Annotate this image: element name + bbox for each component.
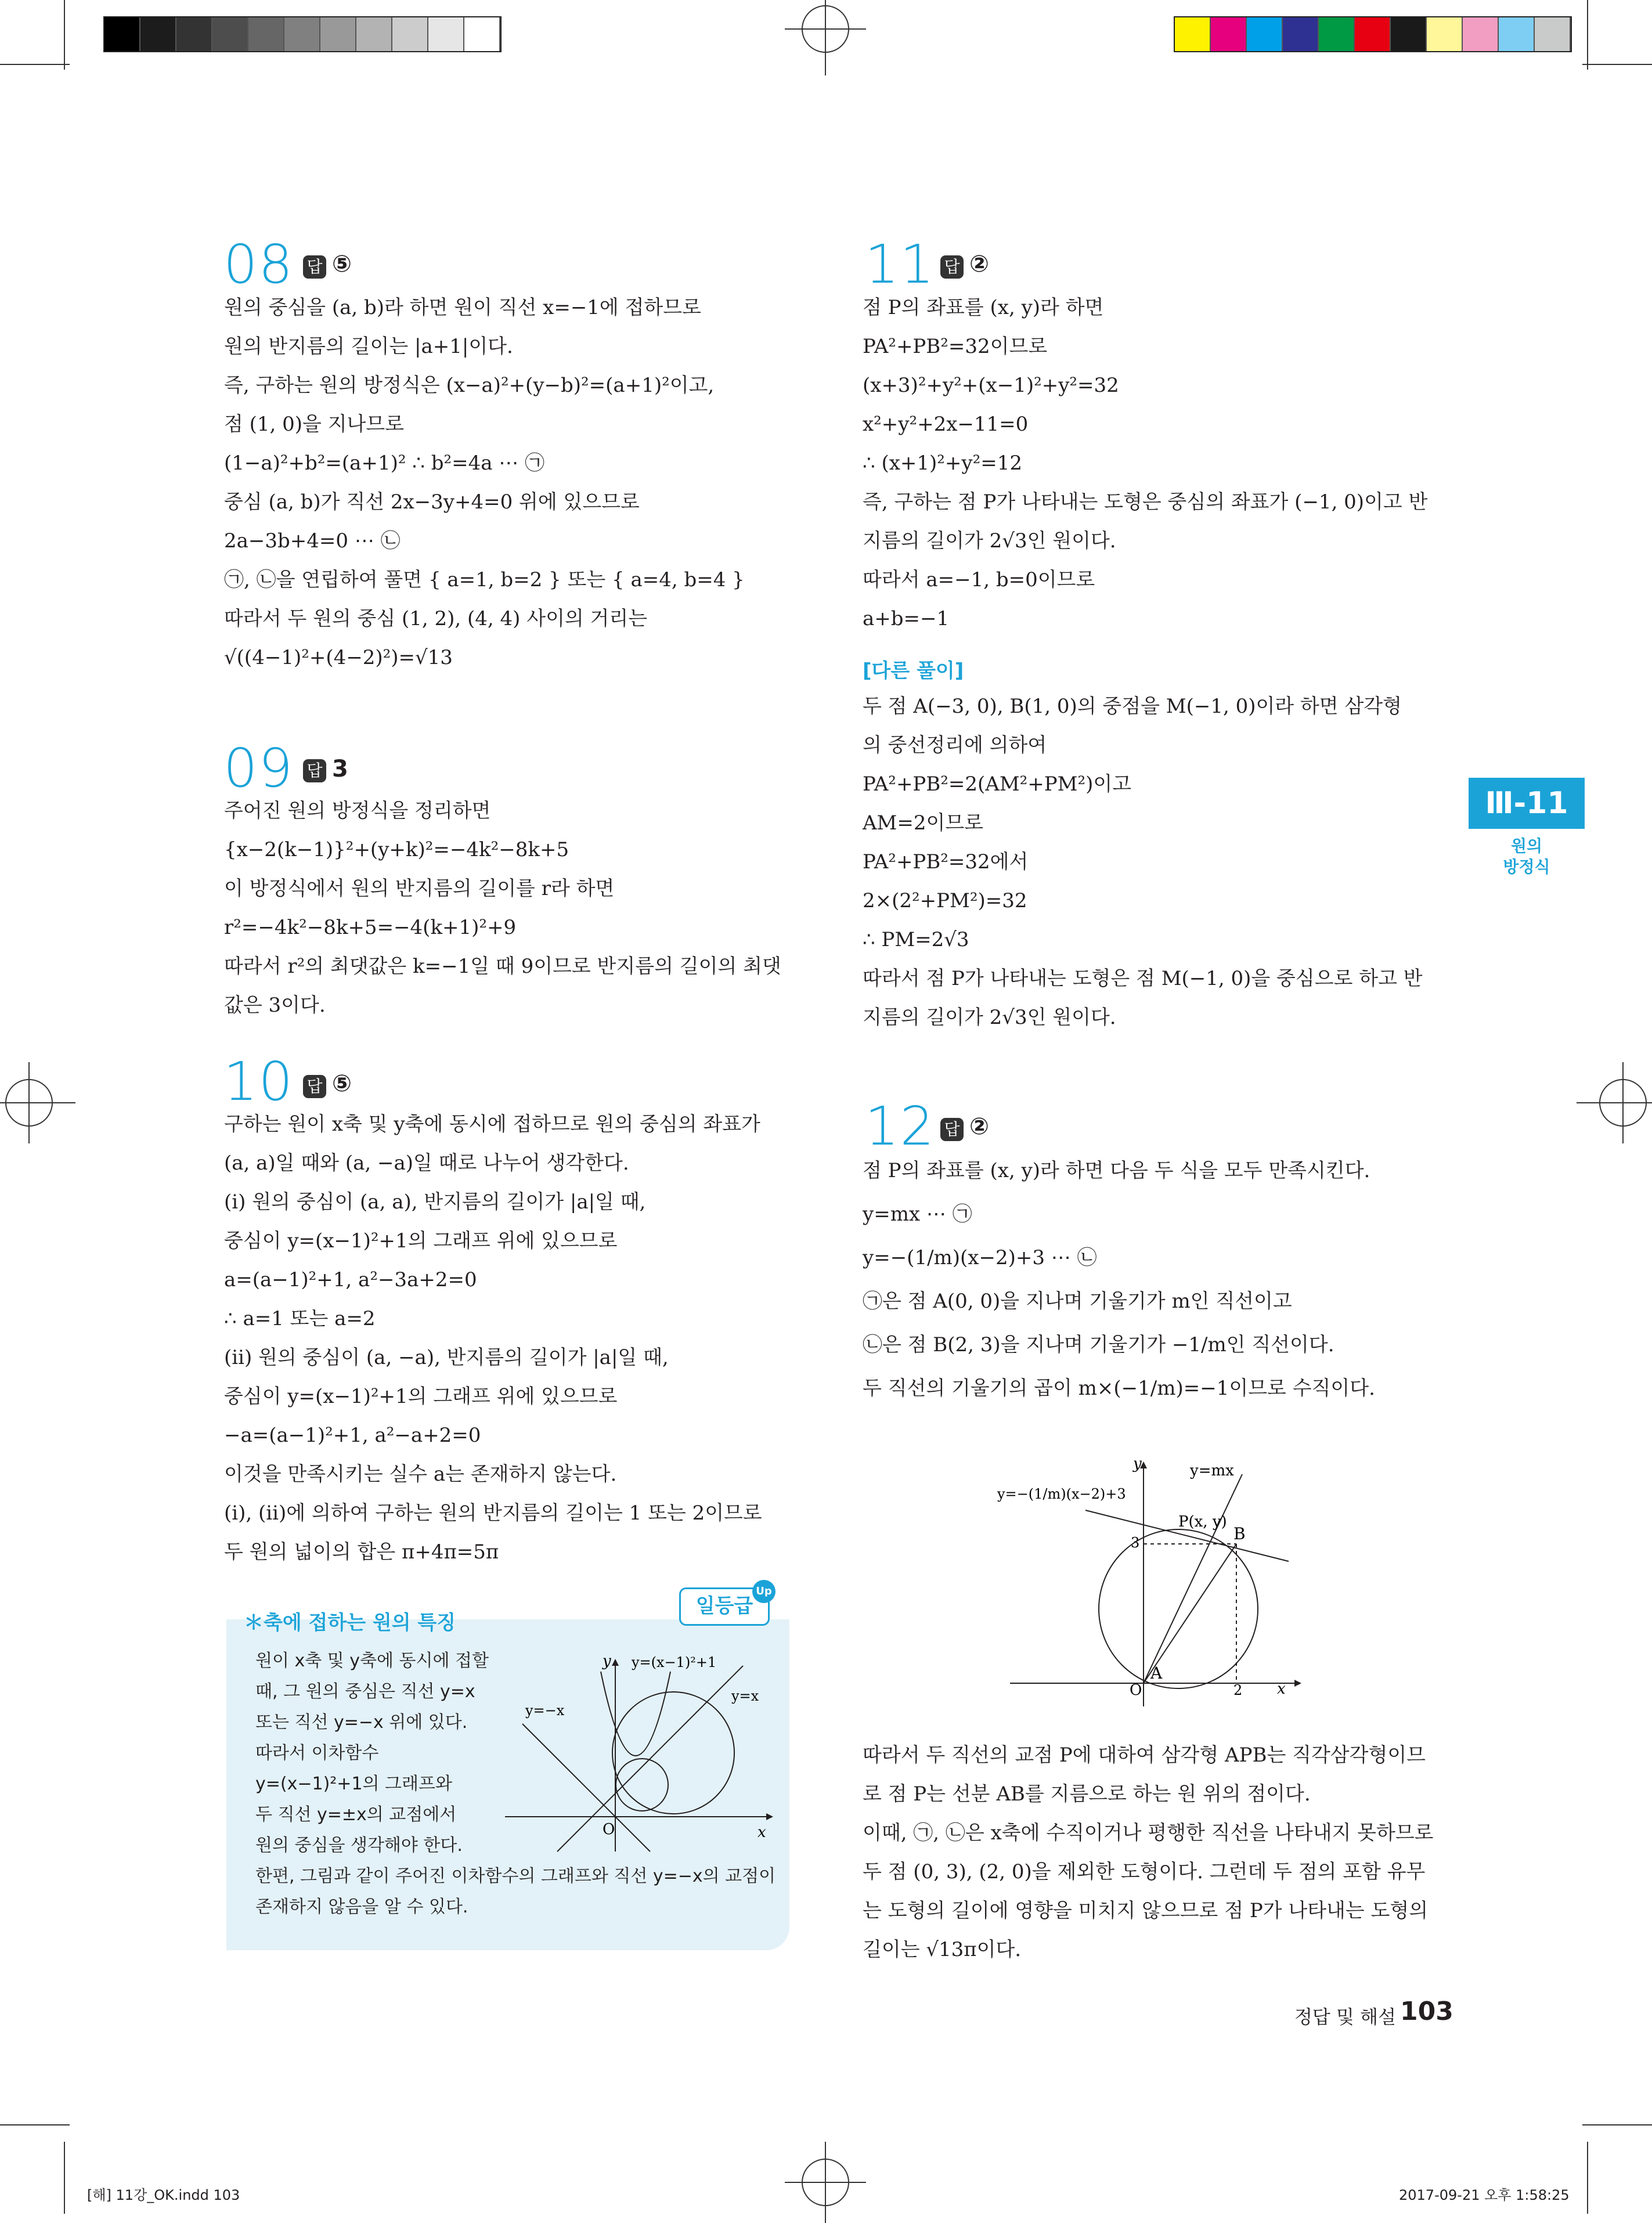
p12-line: 두 직선의 기울기의 곱이 m×(−1/m)=−1이므로 수직이다.: [863, 1377, 1375, 1400]
tip-title-text: 축에 접하는 원의 특징: [264, 1611, 456, 1634]
color-swatch: [1283, 17, 1319, 51]
tip-badge-up: Up: [752, 1580, 775, 1603]
tip-line: 따라서 이차함수: [255, 1743, 379, 1763]
graph-y: y: [1133, 1457, 1142, 1473]
p11-alt-line: AM=2이므로: [863, 811, 984, 835]
tip-graph-yx-label: y=x: [731, 1688, 759, 1704]
p11-alt-line: 의 중선정리에 의하여: [863, 734, 1047, 757]
graph-point-a: A: [1150, 1663, 1163, 1683]
answer-value: ⑤: [332, 251, 352, 277]
p11-line: (x+3)²+y²+(x−1)²+y²=32: [863, 374, 1119, 397]
footer-date: 2017-09-21 오후 1:58:25: [1399, 2187, 1570, 2203]
tip-graph-origin: O: [603, 1821, 615, 1838]
answer-value: ②: [969, 251, 989, 277]
color-swatch: [1427, 17, 1463, 51]
graph-line2-label: y=−(1/m)(x−2)+3: [997, 1486, 1126, 1502]
p10-line: ∴ a=1 또는 a=2: [224, 1307, 376, 1330]
p11-line: PA²+PB²=32이므로: [863, 335, 1048, 358]
registration-mark-bottom: [785, 2142, 866, 2223]
tip-line: 원의 중심을 생각해야 한다.: [255, 1835, 463, 1856]
p10-line: (a, a)일 때와 (a, −a)일 때로 나누어 생각한다.: [224, 1152, 629, 1175]
p11-alt-line: PA²+PB²=32에서: [863, 850, 1029, 874]
color-swatch: [1535, 17, 1571, 51]
p10-line: 두 원의 넓이의 합은 π+4π=5π: [224, 1540, 499, 1564]
p08-line: 따라서 두 원의 중심 (1, 2), (4, 4) 사이의 거리는: [224, 607, 648, 630]
p09-line: 값은 3이다.: [224, 994, 326, 1017]
chapter-subtitle-2: 방정식: [1503, 857, 1550, 876]
color-swatch-bar: [1174, 16, 1572, 52]
p11-alt-line: 따라서 점 P가 나타내는 도형은 점 M(−1, 0)을 중심으로 하고 반: [863, 967, 1423, 990]
chapter-subtitle-1: 원의: [1510, 836, 1543, 856]
p12-line: ㉡은 점 B(2, 3)을 지나며 기울기가 −1/m인 직선이다.: [863, 1333, 1334, 1356]
p11-line: ∴ (x+1)²+y²=12: [863, 452, 1022, 475]
p10-line: (ⅰ), (ⅱ)에 의하여 구하는 원의 반지름의 길이는 1 또는 2이므로: [224, 1502, 762, 1525]
footer-label: 정답 및 해설: [1294, 2006, 1396, 2028]
problem-number-08: 08: [223, 233, 294, 295]
p12-line: y=−(1/m)(x−2)+3 ⋯ ㉡: [863, 1246, 1097, 1269]
p12b-line: 로 점 P는 선분 AB를 지름으로 하는 원 위의 점이다.: [863, 1782, 1311, 1806]
color-swatch: [464, 17, 500, 51]
p10-line: a=(a−1)²+1, a²−3a+2=0: [224, 1268, 477, 1291]
problem-number-09: 09: [223, 737, 294, 799]
answer-value: 3: [332, 756, 348, 782]
p08-line: 점 (1, 0)을 지나므로: [224, 413, 405, 436]
registration-mark-top: [785, 0, 866, 75]
problem-number-11: 11: [865, 233, 936, 295]
color-swatch: [1175, 17, 1211, 51]
p10-line: (ⅱ) 원의 중심이 (a, −a), 반지름의 길이가 |a|일 때,: [224, 1346, 669, 1369]
tip-badge: 일등급: [679, 1587, 770, 1626]
graph-x: x: [1277, 1680, 1286, 1698]
p11-line: x²+y²+2x−11=0: [863, 413, 1029, 436]
p10-line: −a=(a−1)²+1, a²−a+2=0: [224, 1424, 481, 1447]
crop-mark: [64, 0, 65, 70]
p12b-line: 두 점 (0, 3), (2, 0)을 제외한 도형이다. 그런데 두 점의 포함 유무: [863, 1860, 1426, 1883]
p11-line: a+b=−1: [863, 607, 950, 630]
problem-12-graph: [987, 1457, 1312, 1712]
p10-line: 중심이 y=(x−1)²+1의 그래프 위에 있으므로: [224, 1229, 618, 1253]
color-swatch: [212, 17, 248, 51]
p08-line: √((4−1)²+(4−2)²)=√13: [224, 646, 453, 669]
p11-line: 즉, 구하는 점 P가 나타내는 도형은 중심의 좌표가 (−1, 0)이고 반: [863, 490, 1428, 514]
p11-line: 따라서 a=−1, b=0이므로: [863, 568, 1095, 591]
color-swatch: [176, 17, 212, 51]
p08-line: 원의 반지름의 길이는 |a+1|이다.: [224, 335, 513, 358]
color-swatch: [1355, 17, 1391, 51]
p12-line: 점 P의 좌표를 (x, y)라 하면 다음 두 식을 모두 만족시킨다.: [863, 1159, 1370, 1182]
tip-graph-ymx-label: y=−x: [525, 1702, 565, 1719]
graph-tick-2: 2: [1233, 1682, 1243, 1698]
tip-title: ＊축에 접하는 원의 특징: [244, 1611, 456, 1634]
p10-line: (ⅰ) 원의 중심이 (a, a), 반지름의 길이가 |a|일 때,: [224, 1190, 646, 1214]
color-swatch: [392, 17, 428, 51]
registration-mark-right: [1577, 1062, 1652, 1143]
color-swatch: [428, 17, 464, 51]
p09-line: 주어진 원의 방정식을 정리하면: [224, 799, 491, 822]
p10-line: 이것을 만족시키는 실수 a는 존재하지 않는다.: [224, 1463, 617, 1486]
graph-point-b: B: [1233, 1524, 1246, 1543]
color-swatch: [1463, 17, 1499, 51]
color-swatch: [104, 17, 140, 51]
p09-line: 이 방정식에서 원의 반지름의 길이를 r라 하면: [224, 877, 615, 900]
alt-solution-heading: [다른 풀이]: [863, 659, 964, 683]
crop-mark: [1582, 64, 1652, 65]
chapter-subtitle: [1469, 836, 1585, 878]
p12b-line: 따라서 두 직선의 교점 P에 대하여 삼각형 APB는 직각삼각형이므: [863, 1744, 1426, 1767]
p12-line: y=mx ⋯ ㉠: [863, 1203, 972, 1226]
answer-badge: 답: [303, 1075, 326, 1098]
tip-line: 존재하지 않음을 알 수 있다.: [255, 1897, 468, 1917]
answer-badge: 답: [940, 255, 964, 279]
tip-line: 때, 그 원의 중심은 직선 y=x: [255, 1681, 475, 1702]
p10-line: 구하는 원이 x축 및 y축에 동시에 접하므로 원의 중심의 좌표가: [224, 1113, 760, 1136]
p11-line: 지름의 길이가 2√3인 원이다.: [863, 529, 1116, 553]
problem-number-12: 12: [865, 1095, 936, 1157]
p08-line: 2a−3b+4=0 ⋯ ㉡: [224, 529, 401, 553]
page-number: 103: [1400, 1997, 1453, 2026]
crop-mark: [1587, 2142, 1588, 2214]
p11-alt-line: ∴ PM=2√3: [863, 928, 969, 951]
p09-line: r²=−4k²−8k+5=−4(k+1)²+9: [224, 916, 517, 939]
p08-line: 즉, 구하는 원의 방정식은 (x−a)²+(y−b)²=(a+1)²이고,: [224, 374, 715, 397]
answer-badge: 답: [303, 255, 326, 279]
color-swatch: [1247, 17, 1283, 51]
p12b-line: 길이는 √13π이다.: [863, 1938, 1022, 1961]
p11-alt-line: 2×(2²+PM²)=32: [863, 889, 1027, 912]
registration-mark-left: [0, 1062, 75, 1143]
tip-line: 또는 직선 y=−x 위에 있다.: [255, 1712, 468, 1733]
p08-line: ㉠, ㉡을 연립하여 풀면 { a=1, b=2 } 또는 { a=4, b=4 }: [224, 568, 745, 591]
p08-line: 중심 (a, b)가 직선 2x−3y+4=0 위에 있으므로: [224, 490, 640, 514]
crop-mark: [0, 2124, 70, 2125]
answer-badge: 답: [940, 1118, 964, 1141]
p12b-line: 는 도형의 길이에 영향을 미치지 않으므로 점 P가 나타내는 도형의: [863, 1899, 1429, 1922]
color-swatch: [248, 17, 284, 51]
chapter-tab: Ⅲ-11: [1469, 778, 1585, 829]
color-swatch: [140, 17, 176, 51]
crop-mark: [1587, 0, 1588, 70]
p08-line: 원의 중심을 (a, b)라 하면 원이 직선 x=−1에 접하므로: [224, 296, 701, 319]
p11-line: 점 P의 좌표를 (x, y)라 하면: [863, 296, 1104, 319]
crop-mark: [64, 2142, 65, 2214]
graph-point-p: P(x, y): [1178, 1513, 1227, 1531]
graph-line1-label: y=mx: [1190, 1462, 1234, 1479]
color-swatch: [284, 17, 320, 51]
tip-line: 두 직선 y=±x의 교점에서: [255, 1805, 457, 1825]
p12b-line: 이때, ㉠, ㉡은 x축에 수직이거나 평행한 직선을 나타내지 못하므로: [863, 1821, 1434, 1845]
color-swatch: [1319, 17, 1355, 51]
tip-graph: [499, 1648, 778, 1857]
color-swatch: [356, 17, 392, 51]
color-swatch: [320, 17, 356, 51]
footer-file: [해] 11강_OK.indd 103: [87, 2187, 240, 2203]
gray-swatch-bar: [103, 16, 502, 52]
p08-line: (1−a)²+b²=(a+1)² ∴ b²=4a ⋯ ㉠: [224, 452, 545, 475]
tip-graph-y: y: [603, 1652, 611, 1670]
crop-mark: [0, 64, 70, 65]
tip-graph-x: x: [758, 1824, 766, 1841]
answer-value: ⑤: [332, 1070, 352, 1097]
p11-alt-line: 두 점 A(−3, 0), B(1, 0)의 중점을 M(−1, 0)이라 하면 삼각형: [863, 695, 1402, 718]
answer-value: ②: [969, 1113, 989, 1140]
color-swatch: [1391, 17, 1427, 51]
tip-line: 한편, 그림과 같이 주어진 이차함수의 그래프와 직선 y=−x의 교점이: [255, 1866, 776, 1886]
graph-tick-3: 3: [1131, 1535, 1140, 1551]
p11-alt-line: PA²+PB²=2(AM²+PM²)이고: [863, 773, 1132, 796]
p09-line: {x−2(k−1)}²+(y+k)²=−4k²−8k+5: [224, 838, 569, 861]
p12-line: ㉠은 점 A(0, 0)을 지나며 기울기가 m인 직선이고: [863, 1290, 1292, 1313]
p09-line: 따라서 r²의 최댓값은 k=−1일 때 9이므로 반지름의 길이의 최댓: [224, 955, 781, 978]
p10-line: 중심이 y=(x−1)²+1의 그래프 위에 있으므로: [224, 1385, 618, 1408]
color-swatch: [1211, 17, 1247, 51]
answer-badge: 답: [303, 759, 326, 782]
color-swatch: [1499, 17, 1535, 51]
p11-alt-line: 지름의 길이가 2√3인 원이다.: [863, 1006, 1116, 1029]
crop-mark: [1582, 2124, 1652, 2125]
graph-origin: O: [1130, 1681, 1142, 1699]
tip-line: y=(x−1)²+1의 그래프와: [255, 1774, 452, 1794]
tip-line: 원이 x축 및 y축에 동시에 접할: [255, 1651, 489, 1671]
problem-number-10: 10: [223, 1051, 294, 1113]
tip-graph-parabola-label: y=(x−1)²+1: [632, 1654, 717, 1670]
